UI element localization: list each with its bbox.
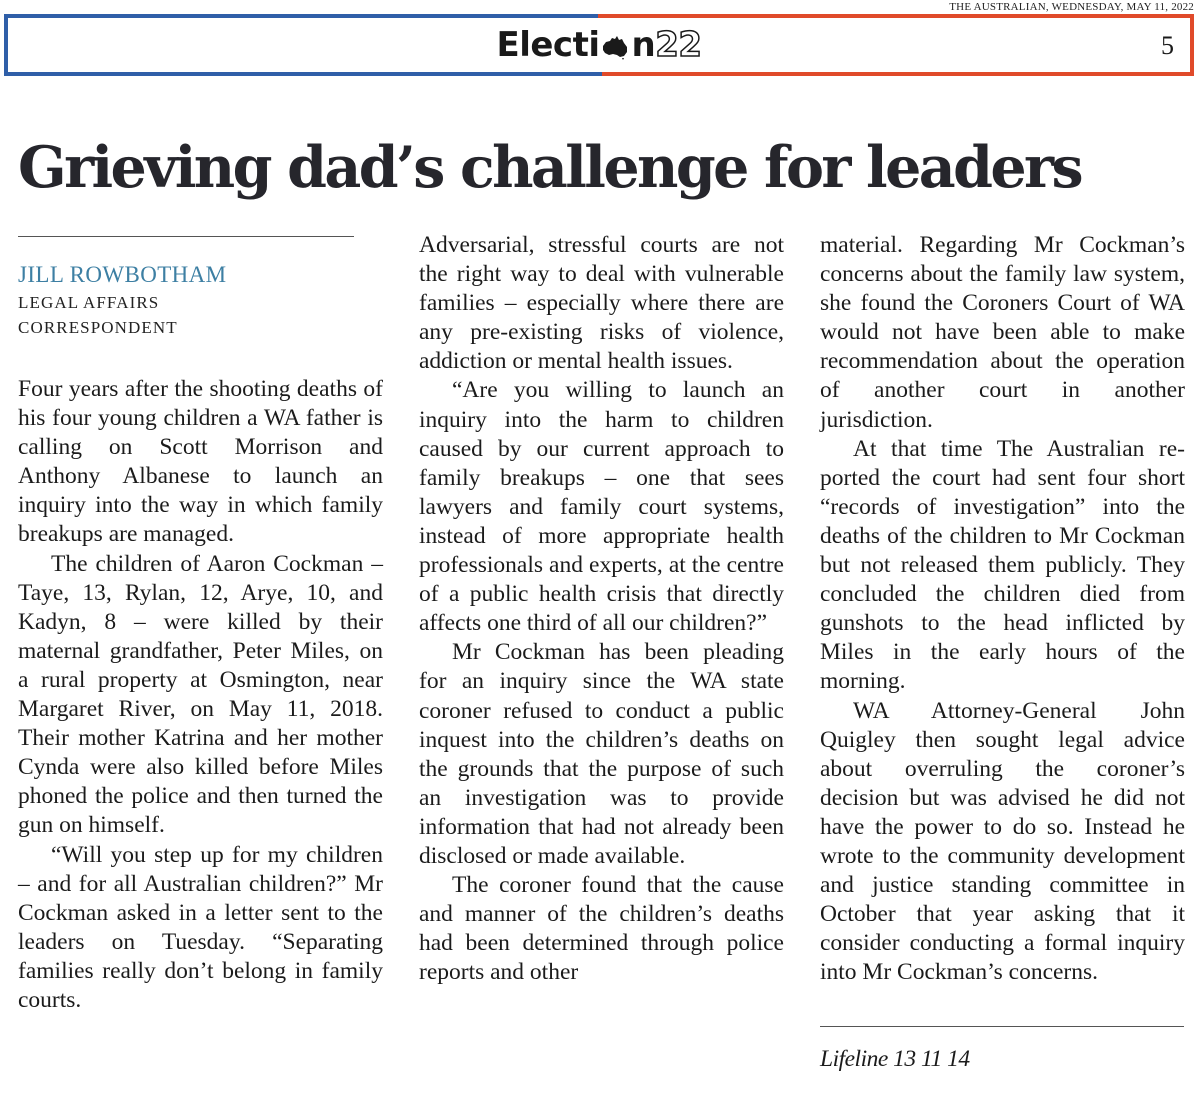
page-number: 5 xyxy=(1161,31,1174,60)
banner-title-word-start: Electi xyxy=(496,25,600,65)
article-paragraph: “Are you willing to launch an inquiry into the harm to children caused by our current approach to family breakups – one that sees lawyers and family court systems, instead of more appropriate health professionals and experts, at the centre of a public health crisis that directly affects one third of all our children?” xyxy=(419,377,784,637)
article-column-3 xyxy=(820,231,1185,987)
article-paragraph: material. Regarding Mr Cockman’s concerns about the family law system, she found the Coroners Court of WA would not have been able to make recommendation about the operation of another court in another jurisdiction. xyxy=(820,232,1185,433)
byline-divider xyxy=(18,236,354,237)
author-role-line-2: CORRESPONDENT xyxy=(18,318,178,337)
article-paragraph: The coroner found that the cause and manner of the children’s deaths had been determined through police reports and other xyxy=(419,872,784,986)
election-banner-title xyxy=(8,24,1190,66)
article-column-1 xyxy=(18,375,383,1015)
author-name: JILL ROWBOTHAM xyxy=(18,262,227,287)
page-header-dateline: THE AUSTRALIAN, WEDNESDAY, MAY 11, 2022 xyxy=(949,1,1194,13)
byline xyxy=(18,260,378,340)
article-paragraph: Adversarial, stressful courts are not the right way to deal with vulnerable families – especially where there are any pre-existing risks of violence, addiction or mental health issues. xyxy=(419,232,784,375)
article-paragraph: At that time The Australian reported the court had sent four short “records of investigation” into the deaths of the children to Mr Cockman but not released them publicly. They concluded the children died from gunshots to the head inflicted by Miles in the early hours of the morning. xyxy=(820,435,1185,695)
election-banner xyxy=(4,14,1194,76)
article-column-2 xyxy=(419,231,784,987)
banner-red-edge xyxy=(598,14,1194,18)
banner-title-number: 22 xyxy=(655,25,702,65)
australia-map-icon xyxy=(600,34,630,60)
lifeline-tagline: Lifeline 13 11 14 xyxy=(820,1046,970,1072)
article-paragraph: The children of Aaron Cockman – Taye, 13, Rylan, 12, Arye, 10, and Kadyn, 8 – were killed by their maternal grandfather, Peter Miles, on a rural property at Osmington, near Margaret River, on May 11, 2018. Their mother Katrina and her mother Cynda were also killed before Miles phoned the police and then turned the gun on himself. xyxy=(18,550,383,839)
article-paragraph: “Will you step up for my children – and for all Australian children?” Mr Cockman asked in a letter sent to the leaders on Tuesday. “Separating families really don’t belong in family courts. xyxy=(18,841,383,1013)
banner-title-word-end: n xyxy=(631,25,656,65)
article-headline: Grieving dad’s challenge for leaders xyxy=(18,134,1081,201)
article-paragraph: WA Attorney-General John Quigley then sought legal advice about overruling the coroner’s decision but was advised he did not have the power to do so. Instead he wrote to the community development and justice standing committee in October that year asking that it consider conducting a formal inquiry into Mr Cockman’s concerns. xyxy=(820,697,1185,986)
article-end-divider xyxy=(820,1026,1184,1027)
article-paragraph: Mr Cockman has been pleading for an inquiry since the WA state coroner refused to conduct a public inquest into the children’s deaths on the grounds that the purpose of such an investigation was to provide information that had not already been disclosed or made available. xyxy=(419,639,784,869)
author-role-line-1: LEGAL AFFAIRS xyxy=(18,293,160,312)
banner-blue-edge xyxy=(4,72,602,76)
article-paragraph: Four years after the shooting deaths of his four young children a WA father is calling on Scott Morrison and Anthony Albanese to launch an inquiry into the way in which family breakups are managed. xyxy=(18,376,383,548)
